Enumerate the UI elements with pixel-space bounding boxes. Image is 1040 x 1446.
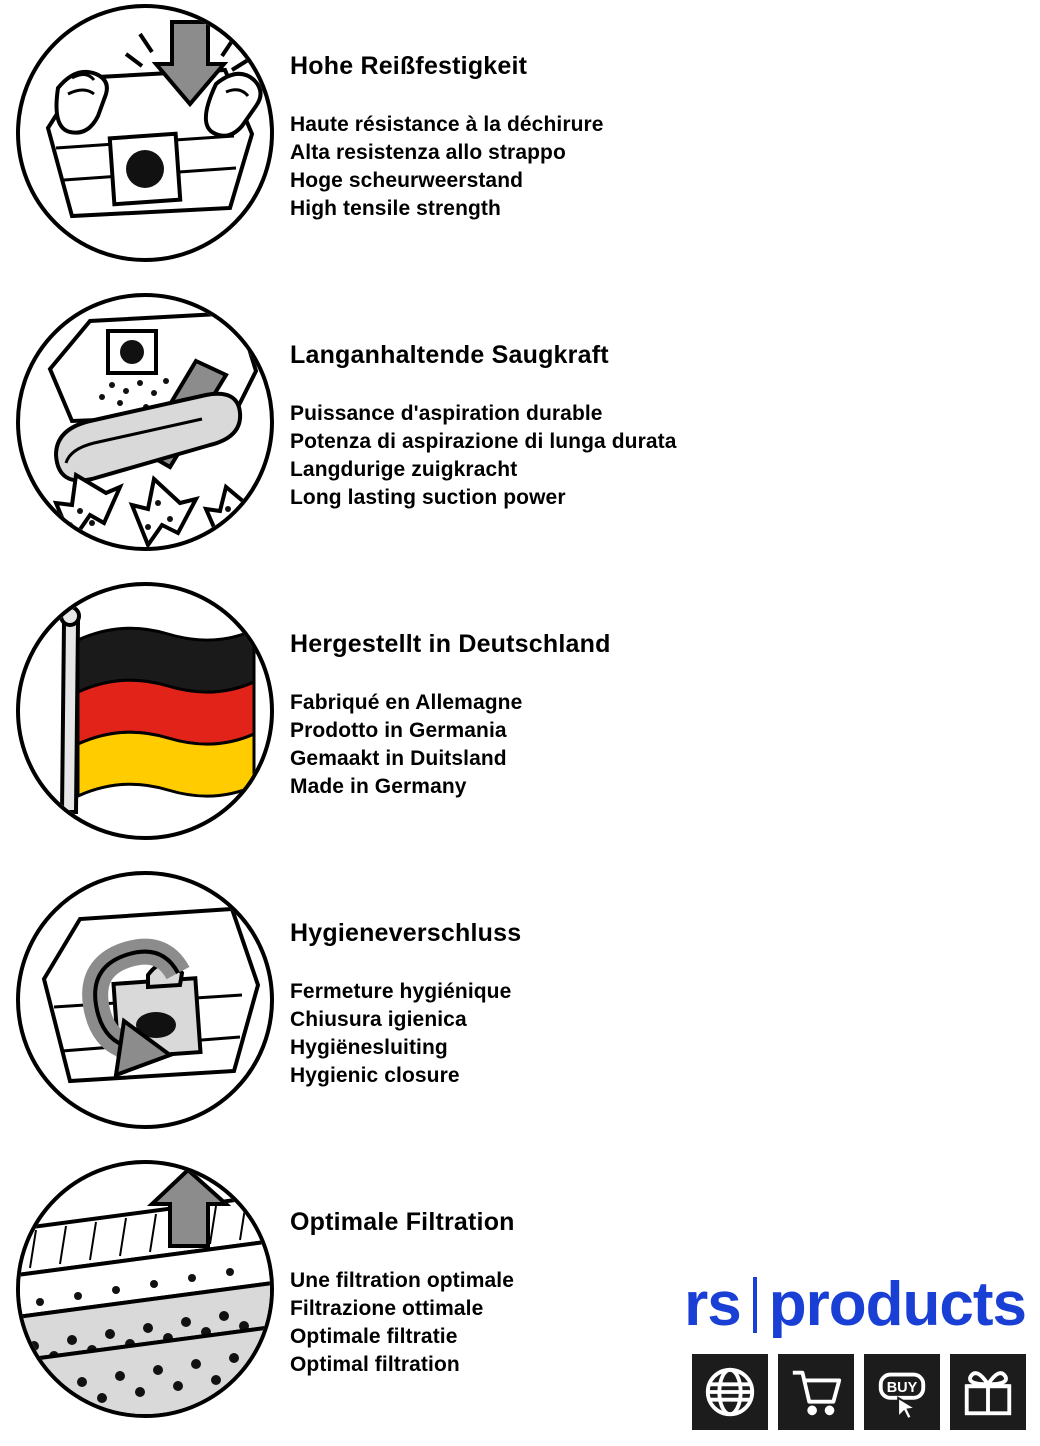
feature-icon-container	[0, 867, 290, 1129]
feature-row	[0, 578, 1040, 867]
brand-name-part1: rs	[684, 1270, 741, 1339]
brand-name	[646, 1270, 1026, 1339]
feature-line: Filtrazione ottimale	[290, 1296, 484, 1320]
feature-row	[0, 289, 1040, 578]
gift-box-icon[interactable]	[950, 1354, 1026, 1430]
brand-separator	[753, 1277, 757, 1333]
feature-line: Une filtration optimale	[290, 1269, 514, 1292]
feature-icon-container	[0, 0, 290, 262]
feature-line: Hygiënesluiting	[290, 1035, 448, 1059]
feature-text	[290, 289, 677, 512]
feature-line: Haute résistance à la déchirure	[290, 113, 604, 136]
brand-logo	[646, 1270, 1026, 1430]
feature-line: Chiusura igienica	[290, 1007, 467, 1031]
feature-row	[0, 867, 1040, 1156]
feature-line: Fabriqué en Allemagne	[290, 691, 523, 714]
feature-line: Optimal filtration	[290, 1352, 460, 1376]
feature-line: Hygienic closure	[290, 1063, 460, 1087]
feature-line: Alta resistenza allo strappo	[290, 140, 566, 164]
globe-icon[interactable]	[692, 1354, 768, 1430]
feature-title: Langanhaltende Saugkraft	[290, 341, 609, 369]
svg-text:BUY: BUY	[886, 1380, 918, 1396]
vacuum-bag-tear-test-icon	[16, 4, 274, 262]
feature-icon-container	[0, 578, 290, 840]
feature-line: Prodotto in Germania	[290, 718, 507, 742]
feature-icon-container	[0, 1156, 290, 1418]
feature-line: Puissance d'aspiration durable	[290, 402, 603, 425]
feature-row	[0, 0, 1040, 289]
feature-title: Hygieneverschluss	[290, 919, 522, 947]
feature-line: Gemaakt in Duitsland	[290, 746, 507, 770]
feature-text	[290, 1156, 515, 1379]
feature-text	[290, 0, 604, 223]
brand-name-part2: products	[768, 1270, 1026, 1339]
brand-icon-row	[646, 1354, 1026, 1430]
vacuum-nozzle-suction-icon	[16, 293, 274, 551]
feature-title: Hergestellt in Deutschland	[290, 630, 611, 658]
german-flag-icon	[16, 582, 274, 840]
feature-text	[290, 578, 611, 801]
feature-line: Fermeture hygiénique	[290, 980, 512, 1003]
feature-line: Made in Germany	[290, 774, 467, 798]
shopping-cart-icon[interactable]	[778, 1354, 854, 1430]
feature-line: High tensile strength	[290, 196, 501, 220]
feature-line: Hoge scheurweerstand	[290, 168, 524, 192]
feature-line: Potenza di aspirazione di lunga durata	[290, 429, 677, 453]
feature-text	[290, 867, 521, 1090]
feature-line: Langdurige zuigkracht	[290, 457, 518, 481]
feature-title: Hohe Reißfestigkeit	[290, 52, 528, 80]
feature-line: Optimale filtratie	[290, 1324, 458, 1348]
feature-line: Long lasting suction power	[290, 485, 566, 509]
hygienic-closure-icon	[16, 871, 274, 1129]
feature-icon-container	[0, 289, 290, 551]
buy-button-icon[interactable]	[864, 1354, 940, 1430]
feature-title: Optimale Filtration	[290, 1208, 515, 1236]
filter-layers-icon	[16, 1160, 274, 1418]
